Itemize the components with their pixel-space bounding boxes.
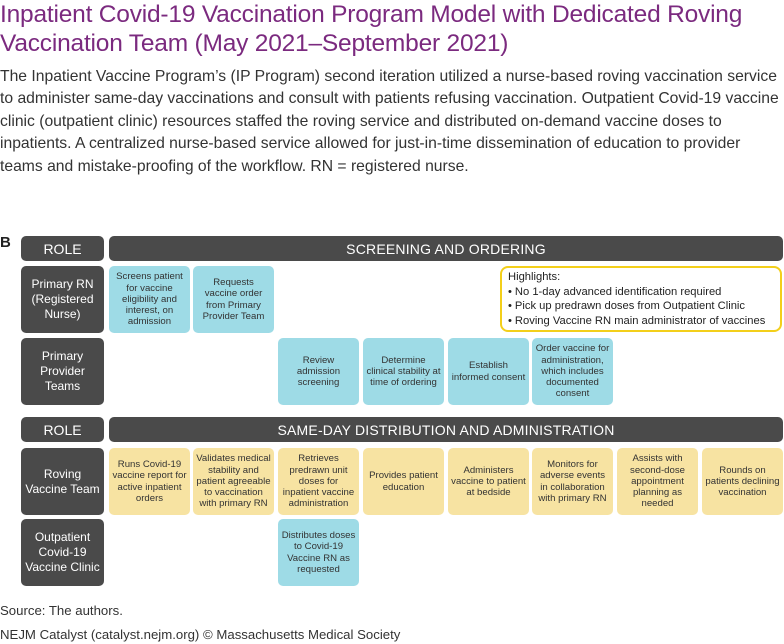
role-header: ROLE xyxy=(21,236,104,261)
process-step: Assists with second-dose appointment planning as needed xyxy=(617,448,698,515)
figure-title: Inpatient Covid-19 Vaccination Program Model with Dedicated Roving Vaccination Team (May 2021–September 2021) xyxy=(0,1,743,57)
process-step: Review admission screening xyxy=(278,338,359,405)
figure-description: The Inpatient Vaccine Program’s (IP Program) second iteration utilized a nurse-based roving vaccination service to administer same-day vaccinations and consult with patients refusing vaccination. Outpatient Covid-19 vaccine clinic (outpatient clinic) resources staffed the roving service and distributed on-demand vaccine doses to inpatients. A centralized nurse-based service allowed for just-in-time dissemination of education to provider teams and mistake-proofing of the workflow. RN = registered nurse. xyxy=(0,68,779,175)
source-note: Source: The authors. xyxy=(0,603,123,618)
process-step: Validates medical stability and patient agreeable to vaccination with primary RN xyxy=(193,448,274,515)
role-header: ROLE xyxy=(21,417,104,442)
role-cell: Roving Vaccine Team xyxy=(21,448,104,515)
process-step: Determine clinical stability at time of ordering xyxy=(363,338,444,405)
highlight-item: • Roving Vaccine RN main administrator of vaccines xyxy=(508,314,774,329)
process-step: Retrieves predrawn unit doses for inpatient vaccine administration xyxy=(278,448,359,515)
process-step: Establish informed consent xyxy=(448,338,529,405)
highlights-list xyxy=(508,285,774,329)
process-step: Requests vaccine order from Primary Provider Team xyxy=(193,266,274,333)
highlight-item: • No 1-day advanced identification required xyxy=(508,285,774,300)
phase-band: SCREENING AND ORDERING xyxy=(109,236,783,261)
process-step: Distributes doses to Covid-19 Vaccine RN as requested xyxy=(278,519,359,586)
highlight-item: • Pick up predrawn doses from Outpatient Clinic xyxy=(508,299,774,314)
process-step: Administers vaccine to patient at bedside xyxy=(448,448,529,515)
role-cell: Primary Provider Teams xyxy=(21,338,104,405)
footer-credit: NEJM Catalyst (catalyst.nejm.org) © Massachusetts Medical Society xyxy=(0,627,401,642)
process-step: Rounds on patients declining vaccination xyxy=(702,448,783,515)
process-step: Monitors for adverse events in collaboration with primary RN xyxy=(532,448,613,515)
role-cell: Outpatient Covid-19 Vaccine Clinic xyxy=(21,519,104,586)
process-step: Order vaccine for administration, which includes documented consent xyxy=(532,338,613,405)
highlights-box xyxy=(500,266,782,332)
highlights-heading: Highlights: xyxy=(508,271,561,283)
role-cell: Primary RN (Registered Nurse) xyxy=(21,266,104,333)
panel-letter: B xyxy=(0,234,11,251)
process-step: Provides patient education xyxy=(363,448,444,515)
process-step: Screens patient for vaccine eligibility and interest, on admission xyxy=(109,266,190,333)
phase-band: SAME-DAY DISTRIBUTION AND ADMINISTRATION xyxy=(109,417,783,442)
process-step: Runs Covid-19 vaccine report for active inpatient orders xyxy=(109,448,190,515)
